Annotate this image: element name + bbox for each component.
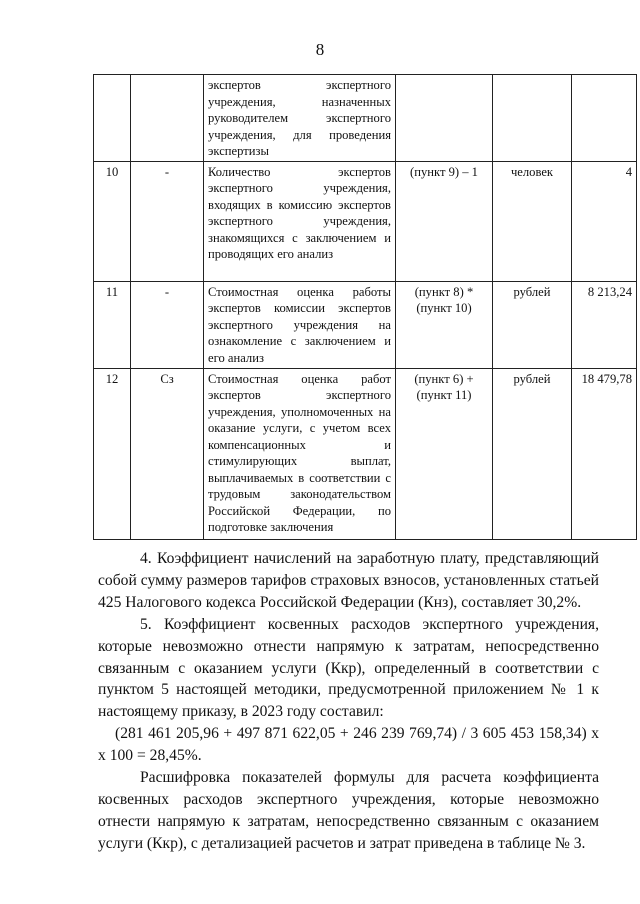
table-row bbox=[94, 161, 637, 281]
row-value: 8 213,24 bbox=[572, 281, 637, 368]
row-formula bbox=[396, 75, 493, 162]
row-unit bbox=[493, 75, 572, 162]
row-description: экспертов экспертного учреждения, назначенных руководителем экспертного учреждения, для проведения экспертизы bbox=[204, 75, 396, 162]
row-description: Стоимостная оценка работы экспертов комиссии экспертов экспертного учреждения на ознакомление с заключением и его анализ bbox=[204, 281, 396, 368]
row-symbol: Сз bbox=[131, 368, 204, 539]
row-symbol bbox=[131, 75, 204, 162]
body-text bbox=[98, 548, 599, 855]
row-formula: (пункт 6) + (пункт 11) bbox=[396, 368, 493, 539]
row-value: 4 bbox=[572, 161, 637, 281]
row-value: 18 479,78 bbox=[572, 368, 637, 539]
row-symbol: - bbox=[131, 161, 204, 281]
row-number bbox=[94, 75, 131, 162]
row-number: 12 bbox=[94, 368, 131, 539]
row-formula: (пункт 8) * (пункт 10) bbox=[396, 281, 493, 368]
row-description: Стоимостная оценка работ экспертов экспертного учреждения, уполномоченных на оказание услуги, с учетом всех компенсационных и стимулирующих выплат, выплачиваемых в соответствии с трудовым законодательством Российской Федерации, по подготовке заключения bbox=[204, 368, 396, 539]
formula-line-1: (281 461 205,96 + 497 871 622,05 + 246 239 769,74) / 3 605 453 158,34) х bbox=[115, 725, 599, 743]
paragraph-insurance-coefficient: 4. Коэффициент начислений на заработную плату, представляющий собой сумму размеров тарифов страховых взносов, установленных статьей 425 Налогового кодекса Российской Федерации (Кнз), составляет 30,2%. bbox=[98, 550, 599, 611]
table-row bbox=[94, 368, 637, 539]
paragraph-indirect-costs: 5. Коэффициент косвенных расходов экспертного учреждения, которые невозможно отнести напрямую к затратам, непосредственно связанным с оказанием услуги (Ккр), определенный в соответствии с пунктом 5 настоящей методики, предусмотренной приложением № 1 к настоящему приказу, в 2023 году составил: bbox=[98, 615, 599, 721]
row-symbol: - bbox=[131, 281, 204, 368]
row-number: 10 bbox=[94, 161, 131, 281]
row-unit: рублей bbox=[493, 368, 572, 539]
table-row bbox=[94, 281, 637, 368]
row-description: Количество экспертов экспертного учреждения, входящих в комиссию экспертов экспертного учреждения, знакомящихся с заключением и проводящих его анализ bbox=[204, 161, 396, 281]
cost-table bbox=[93, 74, 637, 540]
row-number: 11 bbox=[94, 281, 131, 368]
table-row bbox=[94, 75, 637, 162]
row-formula: (пункт 9) – 1 bbox=[396, 161, 493, 281]
paragraph-decode: Расшифровка показателей формулы для расчета коэффициента косвенных расходов экспертного учреждения, которые невозможно отнести напрямую к затратам, непосредственно связанным с оказанием услуги (Ккр), с детализацией расчетов и затрат приведена в таблице № 3. bbox=[98, 769, 599, 852]
formula-line-2: х 100 = 28,45%. bbox=[98, 747, 202, 765]
page-number: 8 bbox=[315, 40, 325, 59]
row-value bbox=[572, 75, 637, 162]
row-unit: человек bbox=[493, 161, 572, 281]
row-unit: рублей bbox=[493, 281, 572, 368]
